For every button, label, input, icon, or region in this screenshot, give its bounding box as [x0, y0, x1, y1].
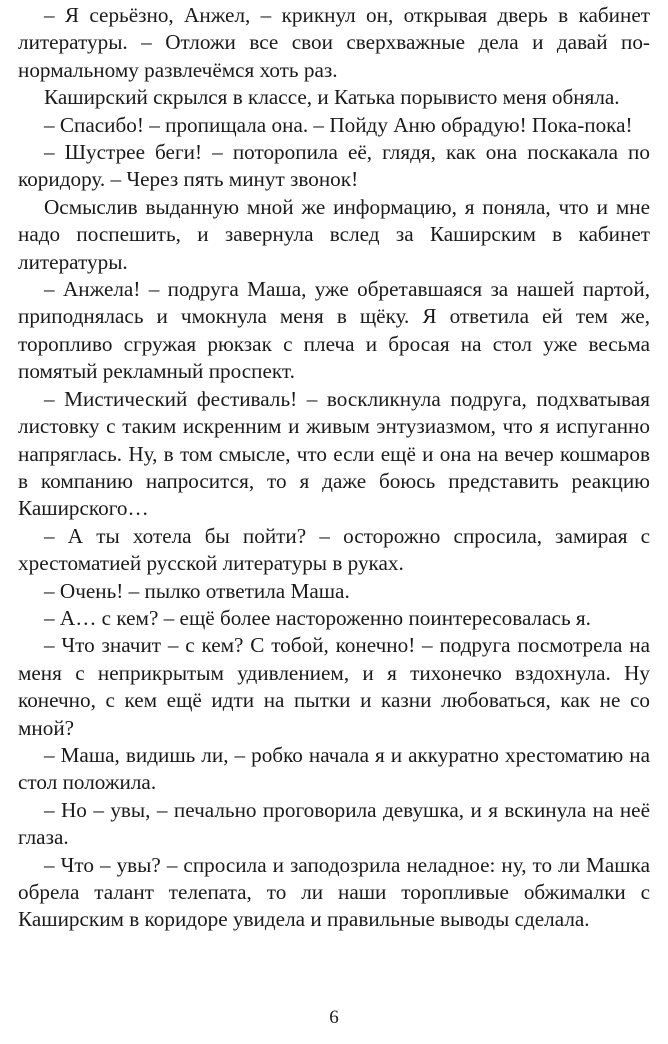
- paragraph: – Очень! – пылко ответила Маша.: [44, 578, 350, 603]
- paragraph: – Маша, видишь ли, – робко начала я и аккуратно хрестоматию на стол положила.: [18, 742, 650, 795]
- paragraph: – Мистический фестиваль! – воскликнула подруга, подхватывая листовку с таким искренним и живым энтузиазмом, что я испуганно напряглась. Ну, в том смысле, что если ещё и она на вечер кошмаров в компанию напросится, то я даже боюсь представить реакцию Каширского…: [18, 386, 650, 521]
- paragraph: – Анжела! – подруга Маша, уже обретавшаяся за нашей партой, приподнялась и чмокнула меня в щёку. Я ответила ей тем же, торопливо сгружая рюкзак с плеча и бросая на стол уже весьма помятый рекламный проспект.: [18, 277, 650, 384]
- paragraph: Осмыслив выданную мной же информацию, я поняла, что и мне надо поспешить, и завернула вслед за Каширским в кабинет литературы.: [18, 194, 650, 274]
- paragraph: – Но – увы, – печально проговорила девушка, и я вскинула на неё глаза.: [18, 797, 650, 850]
- paragraph: – Я серьёзно, Анжел, – крикнул он, открывая дверь в кабинет литературы. – Отложи все свои сверхважные дела и давай по-нормальному развлечёмся хоть раз.: [18, 3, 650, 82]
- paragraph: – Спасибо! – пропищала она. – Пойду Аню обрадую! Пока-пока!: [44, 112, 633, 137]
- page-number: 6: [329, 1007, 339, 1028]
- body-text: [18, 2, 650, 934]
- paragraph: – Шустрее беги! – поторопила её, глядя, как она поскакала по коридору. – Через пять минут звонок!: [18, 140, 650, 192]
- paragraph: Каширский скрылся в классе, и Катька порывисто меня обняла.: [44, 85, 620, 110]
- paragraph: – А… с кем? – ещё более настороженно поинтересовалась я.: [44, 605, 591, 630]
- paragraph: – Что значит – с кем? С тобой, конечно! – подруга посмотрела на меня с неприкрытым удивлением, и я тихонечко вздохнула. Ну конечно, с кем ещё идти на пытки и казни любоваться, как не со мной?: [18, 633, 650, 740]
- paragraph: – Что – увы? – спросила и заподозрила неладное: ну, то ли Машка обрела талант телепата, то ли наши торопливые обжималки с Каширским в коридоре увидела и правильные выводы сделала.: [18, 852, 650, 932]
- paragraph: – А ты хотела бы пойти? – осторожно спросила, замирая с хрестоматией русской литературы в руках.: [18, 523, 650, 576]
